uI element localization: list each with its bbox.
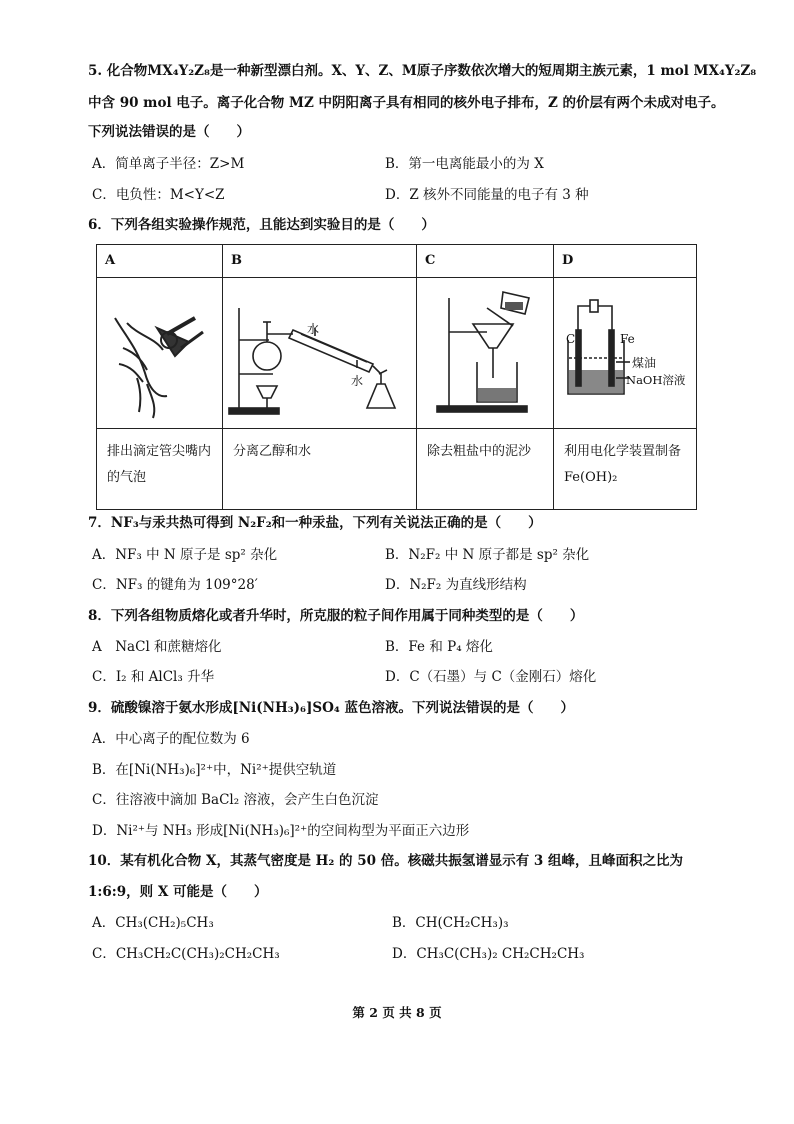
q10-stem-line2: 1:6:9，则 X 可能是（ ）: [88, 884, 268, 900]
q5-option-d: D．Z 核外不同能量的电子有 3 种: [385, 187, 589, 203]
q7-stem: 7．NF₃与汞共热可得到 N₂F₂和一种汞盐，下列有关说法正确的是（ ）: [88, 515, 542, 531]
caption-d: 利用电化学装置制备 Fe(OH)₂: [554, 429, 697, 510]
q9-option-a: A．中心离子的配位数为 6: [92, 731, 250, 747]
q10-option-d: D．CH₃C(CH₃)₂ CH₂CH₂CH₃: [392, 946, 585, 962]
q10-stem-line1: 10．某有机化合物 X，其蒸气密度是 H₂ 的 50 倍。核磁共振氢谱显示有 3 组峰，且峰面积之比为: [88, 853, 684, 869]
q6-stem: 6．下列各组实验操作规范，且能达到实验目的是（ ）: [88, 217, 435, 233]
q10-option-b: B．CH(CH₂CH₃)₃: [392, 915, 509, 931]
q8-option-d: D．C（石墨）与 C（金刚石）熔化: [385, 669, 597, 685]
q7-option-b: B．N₂F₂ 中 N 原子都是 sp² 杂化: [385, 547, 590, 563]
electrochemical-cell: [554, 278, 695, 428]
distillation-apparatus: [223, 278, 415, 428]
q9-option-d: D．Ni²⁺与 NH₃ 形成[Ni(NH₃)₆]²⁺的空间构型为平面正六边形: [92, 823, 470, 839]
diagram-a-cell: [97, 278, 223, 429]
q7-option-c: C．NF₃ 的键角为 109°28′: [92, 577, 258, 593]
filtration-apparatus: [417, 278, 552, 428]
q9-stem: 9．硫酸镍溶于氨水形成[Ni(NH₃)₆]SO₄ 蓝色溶液。下列说法错误的是（ ）: [88, 700, 574, 716]
q5-stem-line2: 中含 90 mol 电子。离子化合物 MZ 中阴阳离子具有相同的核外电子排布，Z 的价层有两个未成对电子。: [88, 95, 725, 111]
water-inlet-label: 水: [307, 322, 320, 336]
q7-option-d: D．N₂F₂ 为直线形结构: [385, 577, 527, 593]
q5-option-a: A．简单离子半径：Z>M: [92, 156, 245, 172]
electrode-fe-label: Fe: [620, 332, 635, 346]
water-outlet-label: 水: [351, 374, 364, 388]
electrode-c-label: C: [566, 332, 576, 346]
q10-option-a: A．CH₃(CH₂)₅CH₃: [92, 915, 214, 931]
q8-stem: 8．下列各组物质熔化或者升华时，所克服的粒子间作用属于同种类型的是（ ）: [88, 608, 584, 624]
q9-option-c: C．往溶液中滴加 BaCl₂ 溶液，会产生白色沉淀: [92, 792, 379, 808]
naoh-solution-label: NaOH溶液: [626, 373, 686, 387]
q8-option-b: B．Fe 和 P₄ 熔化: [385, 639, 493, 655]
experiment-table: [96, 244, 697, 510]
table-header-a: A: [97, 245, 223, 278]
q7-option-a: A．NF₃ 中 N 原子是 sp² 杂化: [92, 547, 278, 563]
q10-option-c: C．CH₃CH₂C(CH₃)₂CH₂CH₃: [92, 946, 280, 962]
q9-option-b: B．在[Ni(NH₃)₆]²⁺中，Ni²⁺提供空轨道: [92, 762, 337, 778]
table-header-d: D: [554, 245, 697, 278]
page-number-footer: 第 2 页 共 8 页: [352, 1005, 442, 1020]
kerosene-label: 煤油: [632, 356, 657, 370]
table-header-b: B: [223, 245, 417, 278]
diagram-d-cell: [554, 278, 697, 429]
caption-c: 除去粗盐中的泥沙: [417, 429, 554, 510]
q8-option-a: A NaCl 和蔗糖熔化: [92, 639, 222, 655]
q5-stem-line3: 下列说法错误的是（ ）: [88, 124, 250, 140]
table-header-c: C: [417, 245, 554, 278]
caption-a: 排出滴定管尖嘴内的气泡: [97, 429, 223, 510]
diagram-b-cell: [223, 278, 417, 429]
q5-option-b: B．第一电离能最小的为 X: [385, 156, 544, 172]
diagram-c-cell: [417, 278, 554, 429]
burette-hand-diagram: [97, 278, 221, 428]
caption-b: 分离乙醇和水: [223, 429, 417, 510]
q8-option-c: C．I₂ 和 AlCl₃ 升华: [92, 669, 215, 685]
q5-option-c: C．电负性：M<Y<Z: [92, 187, 225, 203]
q5-stem-line1: 5. 化合物MX₄Y₂Z₈是一种新型漂白剂。X、Y、Z、M原子序数依次增大的短周期主族元素，1 mol MX₄Y₂Z₈: [88, 63, 757, 79]
